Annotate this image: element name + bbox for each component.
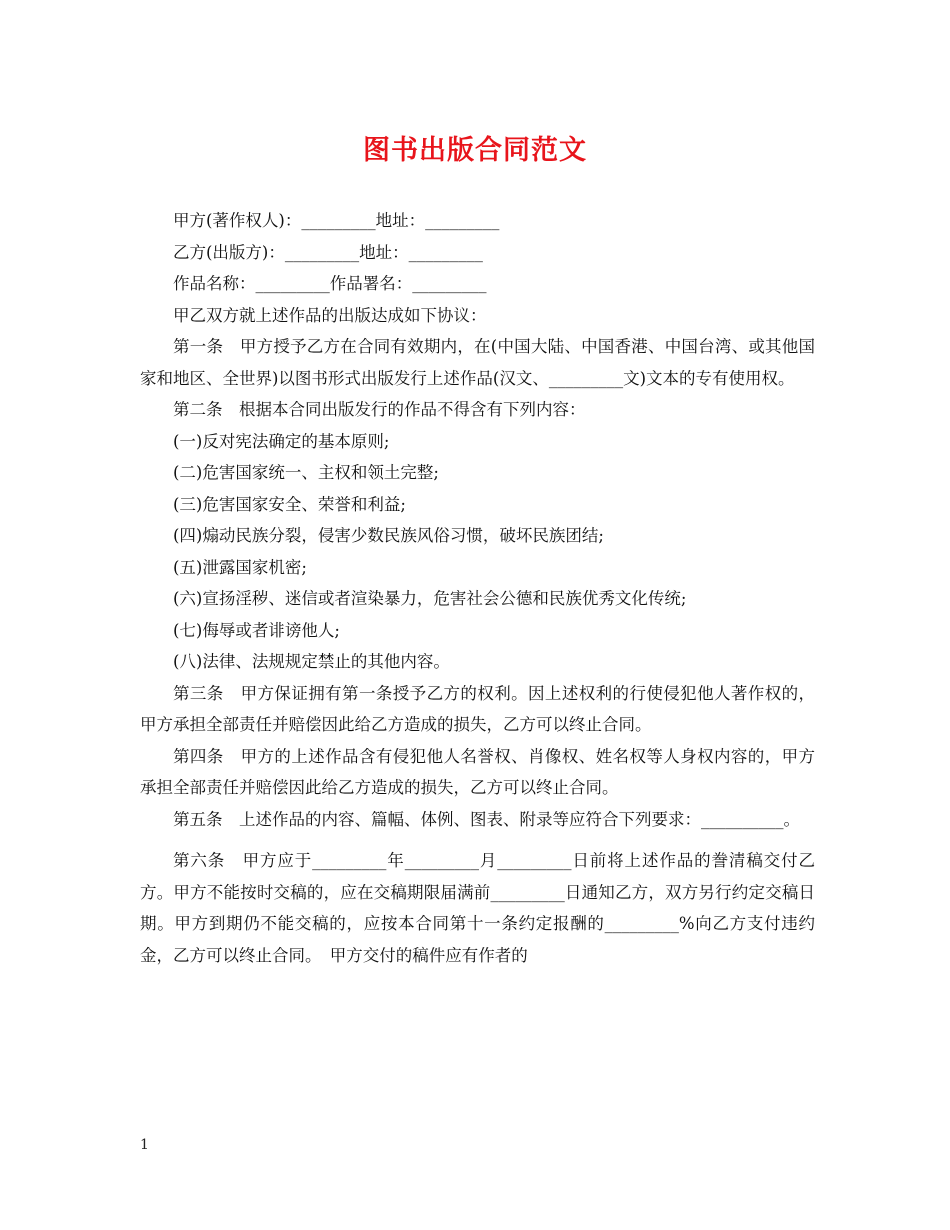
document-title: 图书出版合同范文 [363, 135, 587, 166]
paragraph-article-5: 第五条 上述作品的内容、篇幅、体例、图表、附录等应符合下列要求：__________。 [173, 809, 800, 829]
paragraph-article-4: 第四条 甲方的上述作品含有侵犯他人名誉权、肖像权、姓名权等人身权内容的，甲方承担全部责任并赔偿因此给乙方造成的损失，乙方可以终止合同。 [140, 746, 815, 797]
list-item-7: (七)侮辱或者诽谤他人; [173, 620, 340, 640]
list-item-1: (一)反对宪法确定的基本原则; [173, 431, 390, 451]
paragraph-article-3: 第三条 甲方保证拥有第一条授予乙方的权利。因上述权利的行使侵犯他人著作权的，甲方承担全部责任并赔偿因此给乙方造成的损失，乙方可以终止合同。 [140, 683, 815, 734]
list-item-8: (八)法律、法规规定禁止的其他内容。 [173, 652, 450, 671]
paragraph-article-2: 第二条 根据本合同出版发行的作品不得含有下列内容： [173, 400, 586, 419]
document-body [140, 205, 815, 971]
paragraph-article-1: 第一条 甲方授予乙方在合同有效期内，在(中国大陆、中国香港、中国台湾、或其他国家和地区、全世界)以图书形式出版发行上述作品(汉文、_________文)文本的专有使用权。 [140, 337, 815, 388]
paragraph-article-6: 第六条 甲方应于_________年_________月_________日前将上述作品的誊清稿交付乙方。甲方不能按时交稿的，应在交稿期限届满前_________日通知乙方，双方另行约定交稿日期。甲方到期仍不能交稿的，应按本合同第十一条约定报酬的_________%向乙方支付违约金，乙方可以终止合同。 甲方交付的稿件应有作者的 [140, 851, 815, 965]
paragraph-party-b: 乙方(出版方)：_________地址：_________ [173, 242, 483, 262]
paragraph-work-name: 作品名称：_________作品署名：_________ [173, 274, 487, 293]
list-item-2: (二)危害国家统一、主权和领土完整; [173, 463, 439, 482]
paragraph-agreement-intro: 甲乙双方就上述作品的出版达成如下协议： [173, 305, 487, 325]
list-item-5: (五)泄露国家机密; [173, 557, 307, 577]
page-number: 1 [140, 1137, 149, 1153]
list-item-3: (三)危害国家安全、荣誉和利益; [173, 494, 406, 514]
list-item-4: (四)煽动民族分裂，侵害少数民族风俗习惯，破坏民族团结; [173, 526, 604, 545]
paragraph-party-a: 甲方(著作权人)：_________地址：_________ [173, 211, 500, 230]
list-item-6: (六)宣扬淫秽、迷信或者渲染暴力，危害社会公德和民族优秀文化传统; [173, 589, 687, 608]
